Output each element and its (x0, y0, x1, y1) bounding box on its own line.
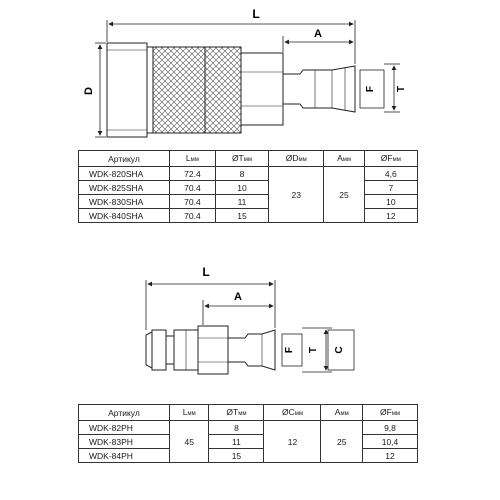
cell-F: 12 (362, 449, 417, 463)
label-A-top: A (314, 28, 322, 40)
cell-F: 10 (364, 195, 417, 209)
socket-drawing (107, 43, 355, 137)
label-D: D (83, 87, 95, 95)
label-L-bottom: L (202, 265, 210, 279)
cell-T: 15 (209, 449, 264, 463)
label-A-bottom: A (234, 291, 242, 303)
header-L: Lмм (170, 405, 209, 421)
cell-L-shared: 45 (170, 421, 209, 463)
cell-article: WDK-840SHA (79, 209, 170, 223)
plug-drawing (146, 326, 275, 374)
cell-L: 70.4 (170, 195, 216, 209)
table-header-row (79, 405, 418, 421)
cell-F: 12 (364, 209, 417, 223)
label-F-top: F (365, 85, 376, 93)
label-T-bottom: T (308, 346, 319, 354)
header-A: Aмм (324, 151, 364, 167)
table-row (79, 209, 418, 223)
cell-F: 10,4 (362, 435, 417, 449)
cell-F: 9,8 (362, 421, 417, 435)
label-T-top: T (396, 85, 407, 93)
header-T: ØTмм (209, 405, 264, 421)
cell-D-shared: 23 (269, 167, 324, 223)
cell-article: WDK-84PH (79, 449, 170, 463)
cell-F: 4,6 (364, 167, 417, 181)
header-article: Артикул (79, 405, 170, 421)
cell-article: WDK-82PH (79, 421, 170, 435)
label-L-top: L (252, 7, 260, 21)
header-F: ØFмм (362, 405, 417, 421)
dimension-D (95, 43, 106, 137)
dimension-L-bottom (146, 280, 275, 330)
table-row (79, 421, 418, 435)
cell-T: 11 (215, 195, 268, 209)
table-row (79, 435, 418, 449)
header-article: Артикул (79, 151, 170, 167)
cell-A-shared: 25 (321, 421, 363, 463)
cell-T: 8 (215, 167, 268, 181)
dimension-A-bottom (203, 300, 273, 325)
table-row (79, 167, 418, 181)
cell-T: 15 (215, 209, 268, 223)
label-C-bottom: C (334, 346, 345, 354)
cell-C-shared: 12 (264, 421, 321, 463)
label-F-bottom: F (284, 346, 295, 354)
table-row (79, 449, 418, 463)
cell-article: WDK-830SHA (79, 195, 170, 209)
header-L: Lмм (170, 151, 216, 167)
table-header-row (79, 151, 418, 167)
header-C: ØCмм (264, 405, 321, 421)
cell-L: 70.4 (170, 181, 216, 195)
header-F: ØFмм (364, 151, 417, 167)
header-D: ØDмм (269, 151, 324, 167)
spec-table-plug (78, 404, 418, 463)
spec-table-socket (78, 150, 418, 223)
cell-A-shared: 25 (324, 167, 364, 223)
table-row (79, 181, 418, 195)
cell-article: WDK-820SHA (79, 167, 170, 181)
cell-F: 7 (364, 181, 417, 195)
cell-article: WDK-83PH (79, 435, 170, 449)
cell-T: 8 (209, 421, 264, 435)
cell-T: 11 (209, 435, 264, 449)
cell-T: 10 (215, 181, 268, 195)
cell-article: WDK-825SHA (79, 181, 170, 195)
table-row (79, 195, 418, 209)
cell-L: 72.4 (170, 167, 216, 181)
cell-L: 70.4 (170, 209, 216, 223)
header-A: Aмм (321, 405, 363, 421)
header-T: ØTмм (215, 151, 268, 167)
